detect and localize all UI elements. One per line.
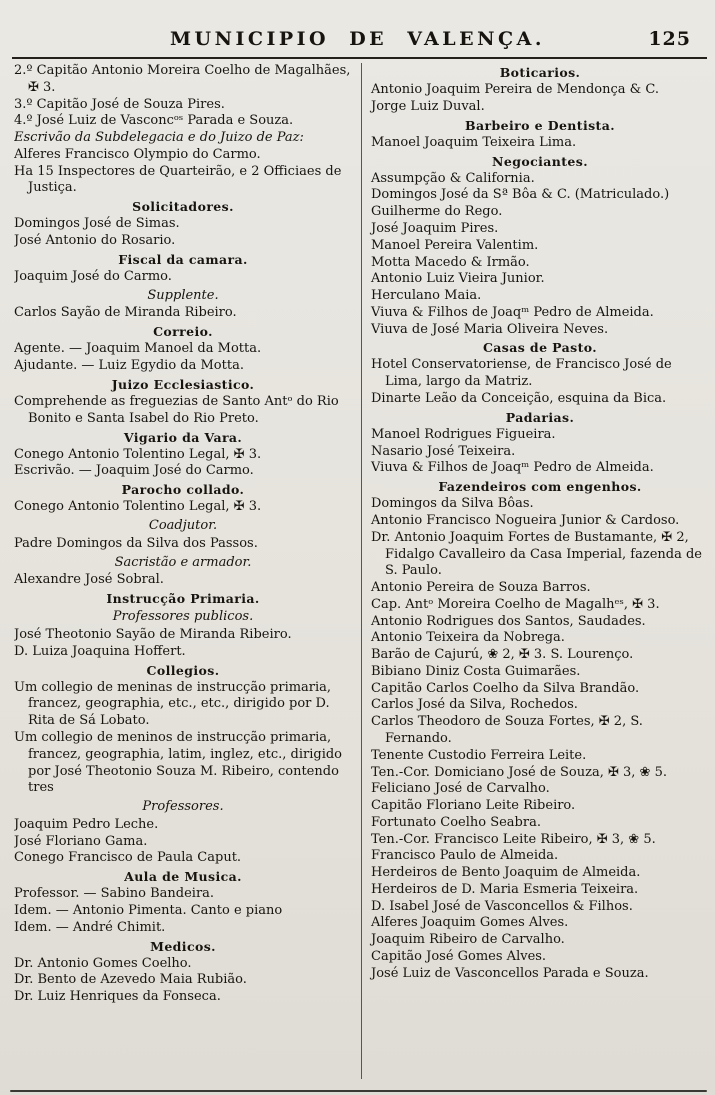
directory-entry: Alferes Joaquim Gomes Alves. — [371, 915, 569, 931]
directory-entry: Dr. Luiz Henriques da Fonseca. — [14, 989, 221, 1005]
section-heading: Medicos. — [150, 938, 216, 954]
directory-entry: Tenente Custodio Ferreira Leite. — [371, 747, 587, 763]
directory-entry: Joaquim Pedro Leche. — [14, 816, 159, 832]
section-heading: Solicitadores. — [132, 199, 234, 215]
section-heading: Fazendeiros com engenhos. — [438, 479, 642, 495]
section-heading: Padarias. — [505, 409, 575, 425]
left-column — [14, 63, 361, 1085]
directory-entry: Cap. Antᵒ Moreira Coelho de Magalhᵉˢ, ✠ 3. — [371, 596, 660, 612]
directory-entry: Ajudante. — Luiz Egydio da Motta. — [14, 358, 244, 374]
section-heading: Casas de Pasto. — [482, 340, 598, 356]
section-heading: Boticarios. — [499, 65, 581, 80]
directory-entry: Nasario José Teixeira. — [371, 443, 516, 459]
directory-entry: Antonio Teixeira da Nobrega. — [371, 630, 565, 646]
directory-entry: Capitão Floriano Leite Ribeiro. — [371, 798, 576, 814]
section-heading: Coadjutor. — [148, 518, 218, 534]
directory-entry: Padre Domingos da Silva dos Passos. — [14, 535, 258, 551]
directory-entry: Domingos José de Simas. — [14, 216, 180, 232]
directory-entry: Carlos Sayão de Miranda Ribeiro. — [14, 305, 237, 321]
directory-entry: Herdeiros de Bento Joaquim de Almeida. — [371, 865, 641, 881]
directory-entry: Bibiano Diniz Costa Guimarães. — [371, 663, 581, 679]
directory-entry: Ten.-Cor. Domiciano José de Souza, ✠ 3, ❀ 5. — [371, 764, 667, 780]
section-heading: Barbeiro e Dentista. — [465, 117, 615, 133]
directory-entry: Ha 15 Inspectores de Quarteirão, e 2 Officiaes de Justiça. — [14, 163, 342, 196]
directory-entry: Domingos da Silva Bôas. — [371, 496, 534, 512]
scan-edge-artifact — [10, 1090, 707, 1092]
directory-entry: Idem. — Antonio Pimenta. Canto e piano — [14, 902, 283, 918]
directory-entry: Conego Antonio Tolentino Legal, ✠ 3. — [14, 499, 262, 515]
section-heading: Professores. — [142, 799, 224, 815]
directory-entry: Antonio Rodrigues dos Santos, Saudades. — [371, 613, 646, 629]
section-heading: Supplente. — [147, 287, 219, 303]
directory-entry: Manoel Joaquim Teixeira Lima. — [371, 134, 577, 150]
section-heading: Fiscal da camara. — [118, 251, 248, 267]
running-title: MUNICIPIO DE VALENÇA. — [170, 28, 545, 50]
directory-entry: Assumpção & California. — [371, 170, 535, 186]
directory-entry: Dr. Bento de Azevedo Maia Rubião. — [14, 972, 247, 988]
directory-entry: Um collegio de meninos de instrucção primaria, francez, geographia, latim, inglez, etc., dirigido por José Theotonio Souza M. Ribeiro, contendo tres — [14, 729, 343, 796]
directory-entry: Dinarte Leão da Conceição, esquina da Bica. — [371, 390, 667, 406]
directory-entry: Conego Antonio Tolentino Legal, ✠ 3. — [14, 446, 262, 462]
page-header — [0, 28, 715, 54]
directory-entry: José Floriano Gama. — [14, 833, 148, 849]
directory-entry: Escrivão. — Joaquim José do Carmo. — [14, 463, 254, 479]
directory-entry: Capitão Carlos Coelho da Silva Brandão. — [371, 680, 640, 696]
section-heading: Aula de Musica. — [124, 869, 242, 885]
directory-entry: Manoel Pereira Valentim. — [371, 237, 539, 253]
directory-entry: Herculano Maia. — [371, 288, 482, 304]
right-column — [362, 63, 709, 1085]
directory-entry: Comprehende as freguezias de Santo Antᵒ do Rio Bonito e Santa Isabel do Rio Preto. — [14, 393, 339, 426]
directory-entry: Antonio Francisco Nogueira Junior & Cardoso. — [371, 513, 680, 529]
directory-entry: Carlos José da Silva, Rochedos. — [371, 697, 578, 713]
directory-entry: Francisco Paulo de Almeida. — [371, 848, 559, 864]
directory-entry: José Antonio do Rosario. — [14, 233, 176, 249]
directory-entry: Antonio Joaquim Pereira de Mendonça & C. — [371, 82, 659, 98]
directory-entry: Agente. — Joaquim Manoel da Motta. — [14, 341, 262, 357]
directory-entry: Idem. — André Chimit. — [14, 919, 166, 935]
directory-entry: Dr. Antonio Joaquim Fortes de Bustamante, ✠ 2, Fidalgo Cavalleiro da Casa Imperial, fazenda de S. Paulo. — [371, 529, 702, 579]
two-column-layout — [14, 63, 709, 1085]
directory-entry: Antonio Pereira de Souza Barros. — [371, 580, 591, 596]
page-number: 125 — [648, 28, 691, 50]
directory-entry: Capitão José Gomes Alves. — [371, 948, 547, 964]
section-heading: Instrucção Primaria. — [106, 591, 260, 607]
directory-entry: Um collegio de meninas de instrucção primaria, francez, geographia, etc., etc., dirigido por D. Rita de Sá Lobato. — [14, 679, 332, 729]
directory-entry: Joaquim José do Carmo. — [14, 268, 172, 284]
directory-entry: Escrivão da Subdelegacia e do Juizo de Paz: — [14, 130, 304, 146]
directory-entry: Joaquim Ribeiro de Carvalho. — [371, 932, 565, 948]
directory-entry: Feliciano José de Carvalho. — [371, 781, 550, 797]
directory-entry: Fortunato Coelho Seabra. — [371, 814, 541, 830]
directory-entry: 2.º Capitão Antonio Moreira Coelho de Magalhães, ✠ 3. — [14, 63, 351, 95]
directory-entry: D. Isabel José de Vasconcellos & Filhos. — [371, 898, 633, 914]
section-heading: Correio. — [153, 324, 213, 340]
directory-entry: Guilherme do Rego. — [371, 204, 503, 220]
directory-entry: Professor. — Sabino Bandeira. — [14, 886, 215, 902]
directory-entry: José Joaquim Pires. — [371, 220, 499, 236]
section-heading: Vigario da Vara. — [123, 429, 243, 445]
directory-entry: Ten.-Cor. Francisco Leite Ribeiro, ✠ 3, ❀ 5. — [371, 831, 656, 847]
section-heading: Sacristão e armador. — [114, 554, 252, 570]
directory-entry: Alferes Francisco Olympio do Carmo. — [14, 146, 261, 162]
header-rule — [12, 57, 707, 59]
directory-entry: Herdeiros de D. Maria Esmeria Teixeira. — [371, 881, 639, 897]
directory-entry: Motta Macedo & Irmão. — [371, 254, 530, 270]
directory-entry: Alexandre José Sobral. — [14, 572, 164, 588]
section-heading: Parocho collado. — [121, 482, 245, 498]
directory-entry: Viuva & Filhos de Joaqᵐ Pedro de Almeida. — [371, 460, 654, 476]
section-heading: Collegios. — [146, 662, 220, 678]
section-heading: Negociantes. — [492, 153, 588, 169]
directory-entry: Viuva & Filhos de Joaqᵐ Pedro de Almeida. — [371, 304, 654, 320]
section-heading: Juizo Ecclesiastico. — [111, 376, 255, 392]
directory-entry: Antonio Luiz Vieira Junior. — [371, 271, 545, 287]
directory-entry: Manoel Rodrigues Figueira. — [371, 426, 556, 442]
directory-entry: Barão de Cajurú, ❀ 2, ✠ 3. S. Lourenço. — [371, 647, 634, 663]
directory-entry: 3.º Capitão José de Souza Pires. — [14, 96, 225, 112]
directory-entry: D. Luiza Joaquina Hoffert. — [14, 643, 186, 659]
directory-entry: Jorge Luiz Duval. — [371, 98, 485, 114]
directory-entry: José Theotonio Sayão de Miranda Ribeiro. — [14, 627, 292, 643]
directory-entry: José Luiz de Vasconcellos Parada e Souza. — [371, 965, 649, 981]
directory-entry: Hotel Conservatoriense, de Francisco José de Lima, largo da Matriz. — [371, 357, 672, 390]
directory-entry: Carlos Theodoro de Souza Fortes, ✠ 2, S. Fernando. — [371, 714, 643, 747]
section-heading: Professores publicos. — [112, 609, 254, 625]
directory-entry: Conego Francisco de Paula Caput. — [14, 850, 242, 866]
directory-entry: Domingos José da Sª Bôa & C. (Matriculado.) — [371, 187, 670, 203]
directory-entry: 4.º José Luiz de Vasconcᵒˢ Parada e Souza. — [14, 113, 294, 129]
directory-entry: Dr. Antonio Gomes Coelho. — [14, 955, 192, 971]
directory-entry: Viuva de José Maria Oliveira Neves. — [371, 321, 609, 337]
